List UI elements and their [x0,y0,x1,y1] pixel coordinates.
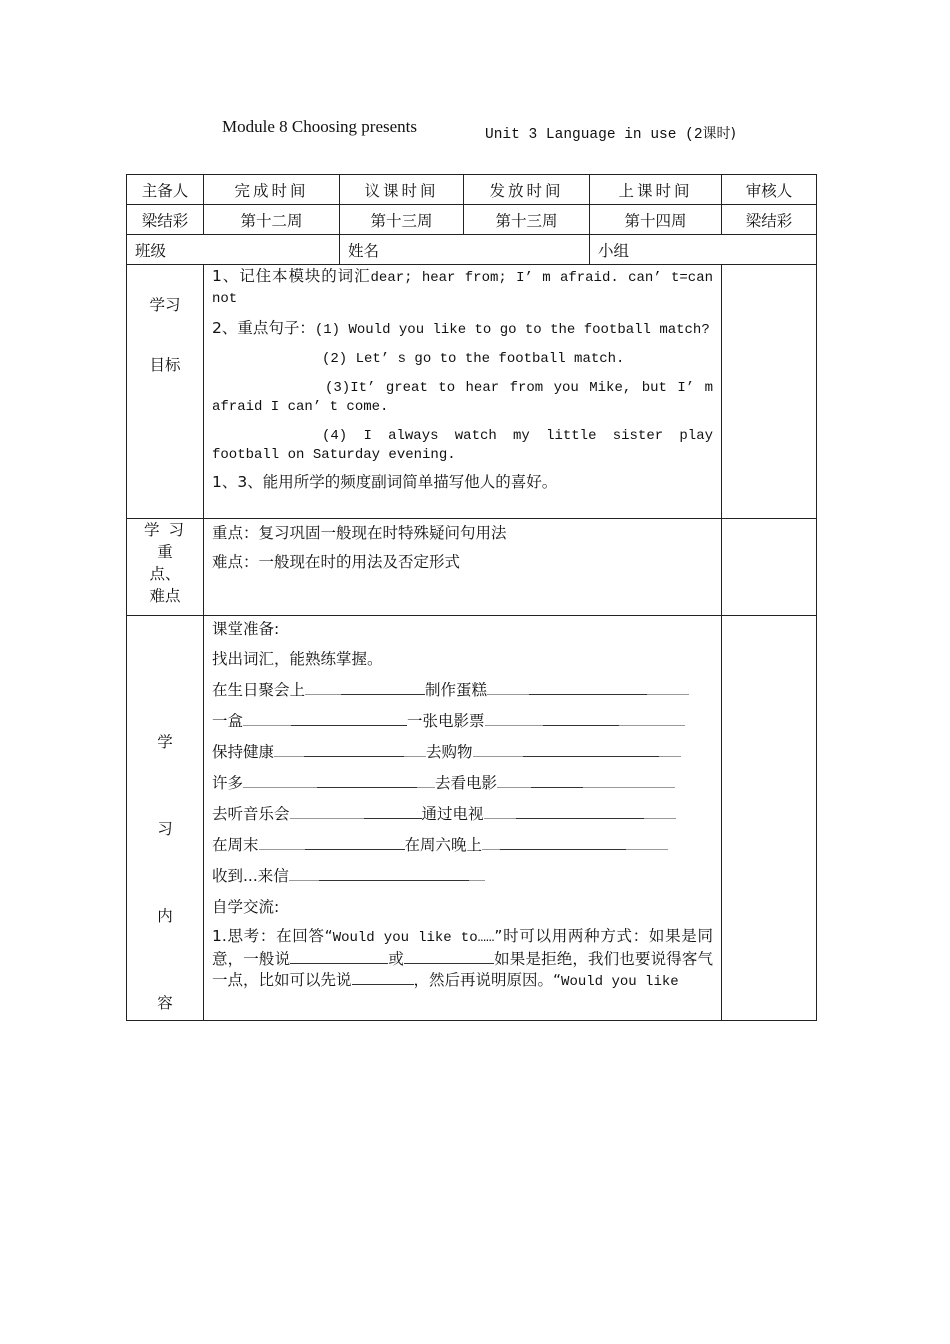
blank-2a[interactable] [291,711,407,726]
blank-1b[interactable] [529,680,647,695]
objectives-content [204,265,722,519]
document-subtitle [485,123,736,143]
vocab-6a: 在周末 [212,836,259,854]
col-discuss-time: 议课时间 [340,175,464,205]
blank-3a-post[interactable] [404,742,426,757]
vocab-2b: 一张电影票 [407,712,485,730]
col-reviewer: 审核人 [722,175,817,205]
vocab-6b: 在周六晚上 [404,836,483,854]
col-preparer: 主备人 [127,175,204,205]
objective-2 [212,319,713,340]
issue-time-value: 第十三周 [464,205,590,235]
objective-3: 1、3、能用所学的频度副词简单描写他人的喜好。 [212,473,558,491]
think-or: 或 [388,950,405,968]
group-label: 小组 [598,241,630,260]
focus-notes [722,519,817,616]
vocab-3b: 去购物 [426,743,473,761]
objective-2-en: (1) Would you like to go to the football match? [314,322,710,338]
blank-5a-pre[interactable] [290,804,364,819]
class-time-value: 第十四周 [590,205,722,235]
subtitle-en: Unit 3 Language in use (2 [485,127,703,143]
header-row [127,175,817,205]
vocab-4b: 去看电影 [435,774,498,792]
lesson-plan-table [126,174,817,1021]
blank-5b-post[interactable] [644,804,676,819]
blank-1b-post[interactable] [647,680,689,695]
blank-1a-pre[interactable] [305,680,341,695]
vocab-5b: 通过电视 [421,805,484,823]
think-en: Would you like to…… [332,930,495,946]
content-label-2: 习 [157,820,173,838]
objectives-notes [722,265,817,519]
blank-6b-pre[interactable] [482,835,500,850]
document-title: Module 8 Choosing presents [222,117,418,136]
name-label: 姓名 [348,241,380,260]
focus-label-2: 重 [157,543,173,561]
preparer-value: 梁结彩 [127,205,204,235]
objectives-row [127,265,817,519]
class-label: 班级 [135,241,167,260]
blank-3a[interactable] [304,742,404,757]
think-part-2: ”时可以用两种方式：如果是同意，一般说 [212,927,713,968]
objective-1 [212,267,713,309]
blank-4b-pre[interactable] [497,773,531,788]
vocab-2a: 一盒 [212,712,244,730]
vocab-row-6 [212,830,713,861]
focus-row [127,519,817,616]
blank-5b-pre[interactable] [484,804,516,819]
objectives-label-cell [127,265,204,519]
focus-label-4: 难点 [149,587,181,605]
blank-3b-pre[interactable] [473,742,523,757]
vocab-5a: 去听音乐会 [212,805,290,823]
think-part-1: 1.思考：在回答“ [212,927,333,945]
info-row [127,205,817,235]
discuss-time-value: 第十三周 [340,205,464,235]
vocab-row-4 [212,768,713,799]
sentence-2: (2) Let’ s go to the football match. [322,351,625,367]
content-body [204,616,722,1021]
focus-label-3: 点、 [149,565,181,583]
prep-title: 课堂准备: [212,620,280,638]
blank-4b[interactable] [531,773,583,788]
focus-label-1: 学 习 [144,521,186,539]
think-part-4: ，然后再说明原因。“ [413,971,562,989]
blank-1a[interactable] [341,680,425,695]
blank-3a-pre[interactable] [274,742,304,757]
blank-5b[interactable] [516,804,644,819]
blank-2a-pre[interactable] [243,711,291,726]
content-label-1: 学 [157,733,173,751]
self-study: 自学交流: [212,898,280,916]
blank-2b[interactable] [543,711,619,726]
subtitle-cn: 课时) [702,126,737,142]
blank-6b-post[interactable] [626,835,668,850]
think-blank-2[interactable] [404,949,494,964]
content-row [127,616,817,1021]
vocab-3a: 保持健康 [212,743,275,761]
vocab-row-5 [212,799,713,830]
blank-7[interactable] [319,866,469,881]
blank-2b-pre[interactable] [485,711,543,726]
objective-1-cn: 1、记住本模块的词汇 [212,267,371,285]
blank-4b-post[interactable] [583,773,675,788]
col-finish-time: 完成时间 [204,175,340,205]
col-class-time: 上课时间 [590,175,722,205]
blank-4a-pre[interactable] [243,773,317,788]
class-field[interactable] [127,235,340,265]
content-label-cell [127,616,204,1021]
finish-time-value: 第十二周 [204,205,340,235]
receive-letter-row [212,861,713,892]
vocab-row-2 [212,706,713,737]
vocab-1a: 在生日聚会上 [212,681,306,699]
group-field[interactable] [590,235,817,265]
vocab-row-3 [212,737,713,768]
reviewer-value: 梁结彩 [722,205,817,235]
think-blank-3[interactable] [352,970,414,985]
objectives-label-1: 学习 [149,296,181,314]
blank-3b[interactable] [523,742,659,757]
objective-2-cn: 2、重点句子： [212,319,315,337]
blank-5a[interactable] [364,804,422,819]
focus-label-cell [127,519,204,616]
key-point: 重点：复习巩固一般现在时特殊疑问句用法 [212,524,507,542]
vocab-1b: 制作蛋糕 [425,681,488,699]
blank-7-pre[interactable] [289,866,319,881]
focus-content [204,519,722,616]
think-tail: Would you like [561,974,679,990]
content-label-3: 内 [157,907,173,925]
blank-2b-post[interactable] [619,711,685,726]
objectives-label-2: 目标 [149,356,181,374]
think-blank-1[interactable] [290,949,388,964]
blank-6b[interactable] [500,835,626,850]
col-issue-time: 发放时间 [464,175,590,205]
think-question [212,926,713,993]
blank-1b-pre[interactable] [487,680,529,695]
blank-4a-post[interactable] [417,773,435,788]
blank-6a[interactable] [305,835,405,850]
blank-4a[interactable] [317,773,417,788]
vocab-row-1 [212,675,713,706]
objective-1-en: dear; hear from; I’ m afraid. can’ t=can not [212,270,713,307]
think-part-3: 如果是拒绝，我们也要说得客气一点，比如可以先说 [212,950,713,989]
blank-7-post[interactable] [469,866,485,881]
name-field[interactable] [340,235,590,265]
difficult-point: 难点：一般现在时的用法及否定形式 [212,553,461,571]
student-info-row [127,235,817,265]
vocab-4a: 许多 [212,774,244,792]
receive-letter: 收到...来信 [212,867,289,885]
find-words: 找出词汇，能熟练掌握。 [212,650,383,668]
content-label-4: 容 [157,994,173,1012]
content-notes [722,616,817,1021]
sentence-4: (4) I always watch my little sister play football on Saturday evening. [212,428,713,463]
sentence-3: (3)It’ great to hear from you Mike, but I’ m afraid I can’ t come. [212,380,713,415]
blank-6a-pre[interactable] [259,835,305,850]
blank-3b-post[interactable] [659,742,681,757]
